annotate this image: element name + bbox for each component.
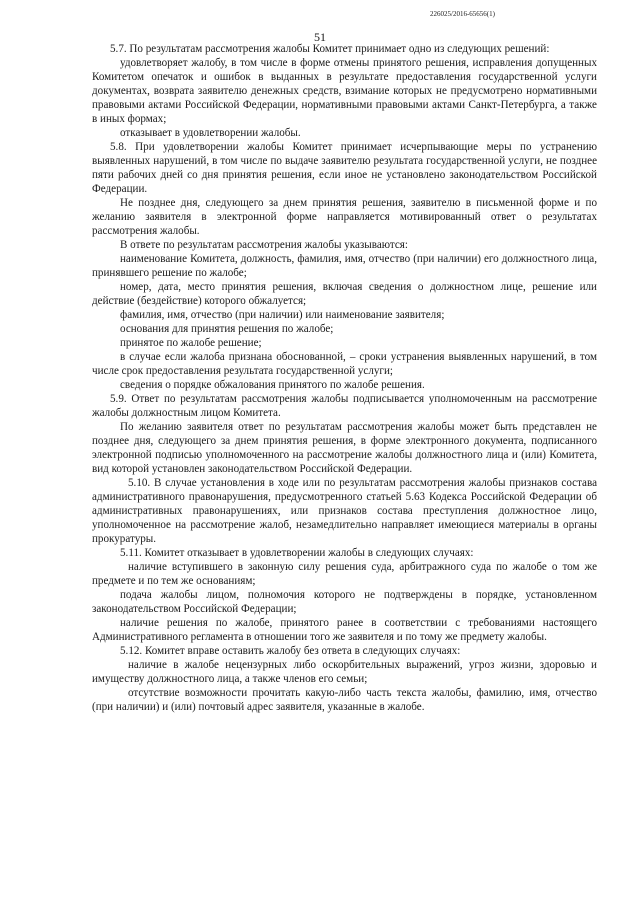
paragraph-5-9: 5.9. Ответ по результатам рассмотрения жалобы подписывается уполномоченным на рассмотрение жалобы должностным лицом Комитета.	[92, 393, 597, 419]
paragraph: наименование Комитета, должность, фамилия, имя, отчество (при наличии) его должностного лица, принявшего решение по жалобе;	[92, 253, 597, 279]
paragraph: сведения о порядке обжалования принятого по жалобе решения.	[120, 379, 425, 391]
paragraph: В ответе по результатам рассмотрения жалобы указываются:	[120, 239, 408, 251]
paragraph-5-10: 5.10. В случае установления в ходе или по результатам рассмотрения жалобы признаков состава административного правонарушения, предусмотренного статьей 5.63 Кодекса Российской Федерации об административных правонарушениях, или признаков состава преступления должностное лицо, уполномоченное на рассмотрение жалоб, незамедлительно направляет имеющиеся материалы в органы прокуратуры.	[92, 477, 597, 545]
paragraph: Не позднее дня, следующего за днем принятия решения, заявителю в письменной форме и по желанию заявителя в электронной форме направляется мотивированный ответ о результатах рассмотрения жалобы.	[92, 197, 597, 237]
paragraph: По желанию заявителя ответ по результатам рассмотрения жалобы может быть представлен не позднее дня, следующего за днем принятия решения, в форме электронного документа, подписанного электронной подписью уполномоченного на рассмотрение жалобы должностного лица и (или) Комитета, вид которой установлен законодательством Российской Федерации.	[92, 421, 597, 475]
page-number: 51	[314, 30, 326, 44]
paragraph: отсутствие возможности прочитать какую-либо часть текста жалобы, фамилию, имя, отчество (при наличии) и (или) почтовый адрес заявителя, указанные в жалобе.	[92, 687, 597, 713]
paragraph-5-8: 5.8. При удовлетворении жалобы Комитет принимает исчерпывающие меры по устранению выявленных нарушений, в том числе по выдаче заявителю результата государственной услуги, не позднее пяти рабочих дней со дня принятия решения, если иное не установлено законодательством Российской Федерации.	[92, 141, 597, 195]
paragraph: отказывает в удовлетворении жалобы.	[120, 127, 301, 139]
document-body	[92, 42, 597, 714]
paragraph: номер, дата, место принятия решения, включая сведения о должностном лице, решение или действие (бездействие) которого обжалуется;	[92, 281, 597, 307]
paragraph: принятое по жалобе решение;	[120, 337, 262, 349]
paragraph: основания для принятия решения по жалобе;	[120, 323, 334, 335]
paragraph: наличие решения по жалобе, принятого ранее в соответствии с требованиями настоящего Административного регламента в отношении того же заявителя и по тому же предмету жалобы.	[92, 617, 597, 643]
paragraph-5-7: 5.7. По результатам рассмотрения жалобы Комитет принимает одно из следующих решений:	[110, 43, 550, 55]
paragraph: подача жалобы лицом, полномочия которого не подтверждены в порядке, установленном законодательством Российской Федерации;	[92, 589, 597, 615]
paragraph: наличие вступившего в законную силу решения суда, арбитражного суда по жалобе о том же предмете и по тем же основаниям;	[92, 561, 597, 587]
paragraph: фамилия, имя, отчество (при наличии) или наименование заявителя;	[120, 309, 445, 321]
paragraph-5-12: 5.12. Комитет вправе оставить жалобу без ответа в следующих случаях:	[120, 645, 461, 657]
paragraph: в случае если жалоба признана обоснованной, – сроки устранения выявленных нарушений, в том числе срок предоставления результата государственной услуги;	[92, 351, 597, 377]
paragraph: удовлетворяет жалобу, в том числе в форме отмены принятого решения, исправления допущенных Комитетом опечаток и ошибок в выданных в результате предоставления государственной услуги документах, возврата заявителю денежных средств, взимание которых не предусмотрено нормативными правовыми актами Российской Федерации, нормативными правовыми актами Санкт-Петербурга, а также в иных формах;	[92, 57, 597, 125]
document-id: 226025/2016-65656(1)	[430, 10, 495, 18]
paragraph-5-11: 5.11. Комитет отказывает в удовлетворении жалобы в следующих случаях:	[120, 547, 474, 559]
paragraph: наличие в жалобе нецензурных либо оскорбительных выражений, угроз жизни, здоровью и имуществу должностного лица, а также членов его семьи;	[92, 659, 597, 685]
